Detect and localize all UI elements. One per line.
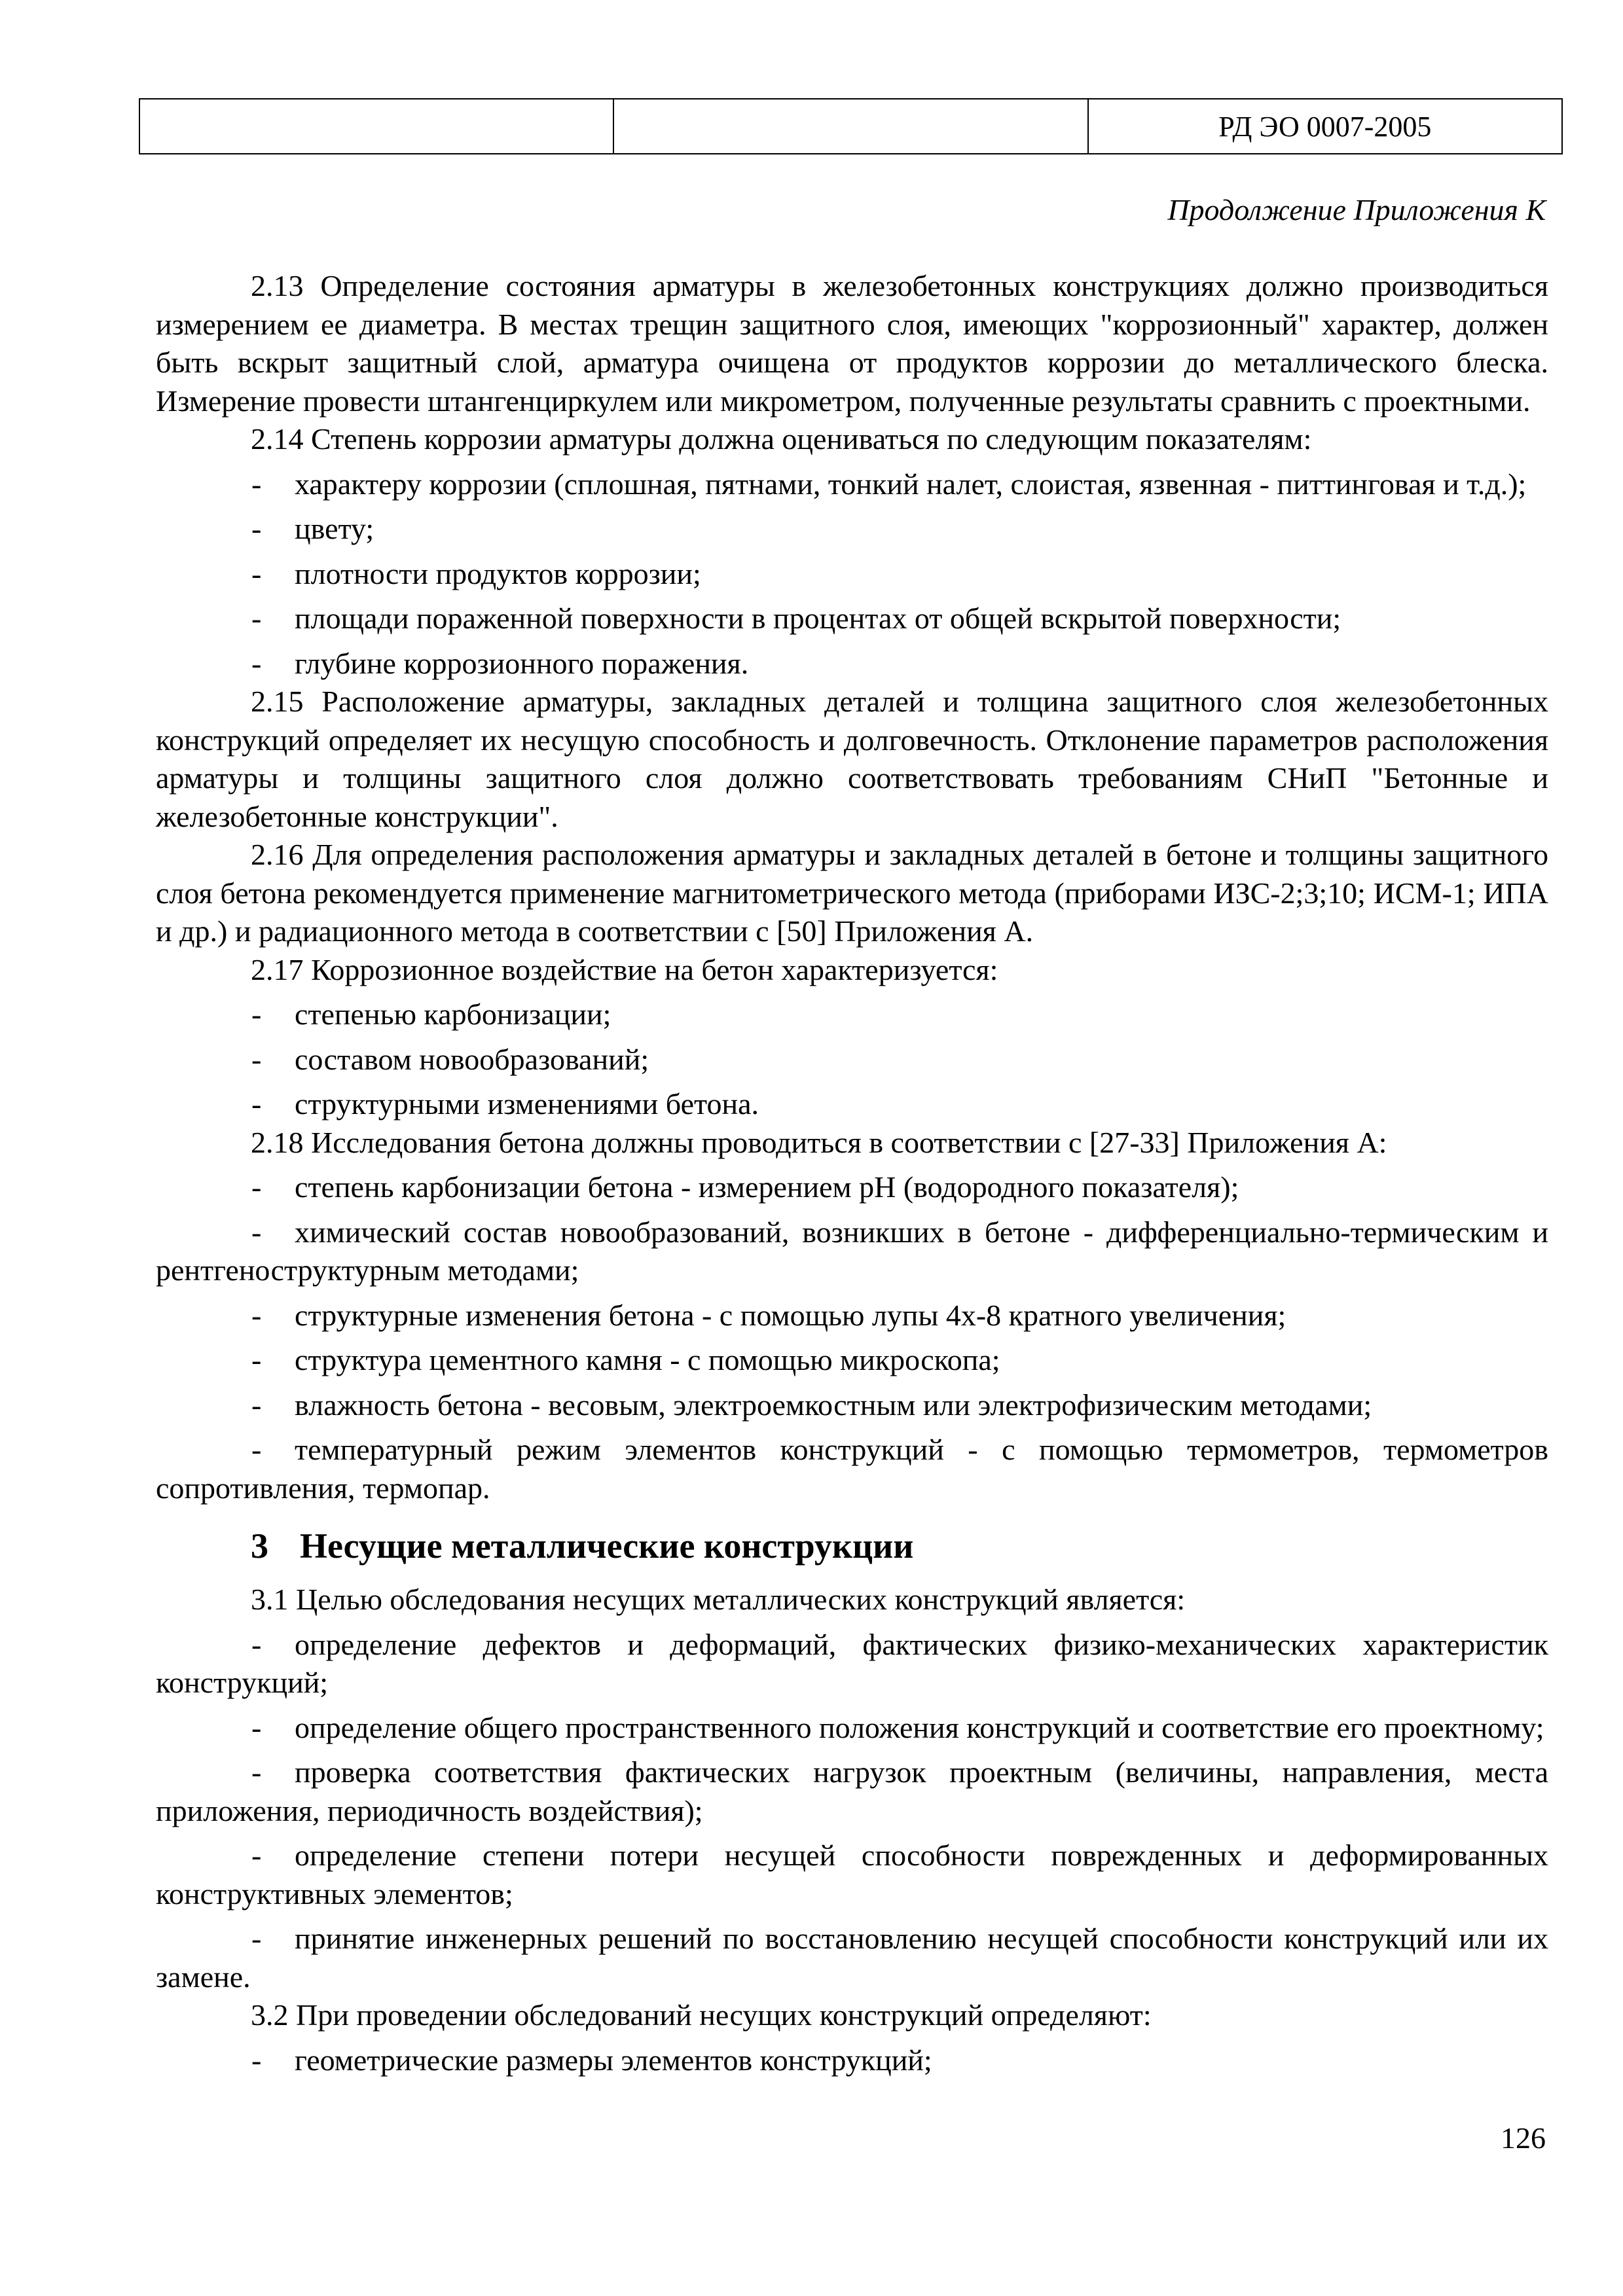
- list-item: [156, 2041, 1548, 2080]
- list-item: [156, 1341, 1548, 1380]
- list-item-text: глубине коррозионного поражения.: [295, 646, 749, 680]
- dash-marker: -: [251, 1839, 262, 1872]
- dash-marker: -: [251, 1298, 262, 1332]
- paragraph-3-2: 3.2 При проведении обследований несущих конструкций определяют:: [251, 1998, 1152, 2032]
- list-item: [156, 1041, 1548, 1079]
- list-item-text: структурными изменениями бетона.: [295, 1087, 759, 1121]
- section-heading: [156, 1524, 1548, 1568]
- list-item: [156, 1168, 1548, 1207]
- header-doc-code: РД ЭО 0007-2005: [1088, 99, 1562, 154]
- dash-marker: -: [251, 1042, 262, 1076]
- list-item: [156, 996, 1548, 1034]
- list-item: [156, 600, 1548, 638]
- dash-marker: -: [251, 1170, 262, 1204]
- dash-marker: -: [251, 1922, 262, 1955]
- paragraph-2-13: 2.13 Определение состояния арматуры в железобетонных конструкциях должно производиться измерением ее диаметра. В местах трещин защитного слоя, имеющих "коррозионный" характер, должен быть вскрыт защитный слой, арматура очищена от продуктов коррозии до металлического блеска. Измерение провести штангенциркулем или микрометром, полученные результаты сравнить с проектными.: [156, 269, 1548, 418]
- dash-marker: -: [251, 997, 262, 1031]
- list-item: [156, 465, 1548, 504]
- section-title: Несущие металлические конструкции: [300, 1526, 914, 1566]
- list-item-text: определение общего пространственного положения конструкций и соответствие его проектному;: [295, 1710, 1544, 1744]
- list-item: [156, 1709, 1548, 1748]
- list-item-text: степень карбонизации бетона - измерением рН (водородного показателя);: [295, 1170, 1239, 1204]
- section-number: 3: [251, 1526, 268, 1566]
- dash-marker: -: [251, 1433, 262, 1466]
- list-item-text: химический состав новообразований, возникших в бетоне - дифференциально-термическим и рентгеноструктурным методами;: [156, 1215, 1548, 1287]
- list-item: [156, 1626, 1548, 1702]
- list-item-text: характеру коррозии (сплошная, пятнами, тонкий налет, слоистая, язвенная - питтинговая и т.д.);: [295, 467, 1527, 501]
- list-item-text: степенью карбонизации;: [295, 997, 611, 1031]
- paragraph-3-1: 3.1 Целью обследования несущих металлических конструкций является:: [251, 1583, 1186, 1616]
- list-item-text: проверка соответствия фактических нагрузок проектным (величины, направления, места приложения, периодичность воздействия);: [156, 1755, 1548, 1827]
- paragraph-2-14: 2.14 Степень коррозии арматуры должна оцениваться по следующим показателям:: [251, 422, 1312, 456]
- list-item: [156, 1431, 1548, 1507]
- list-item: [156, 645, 1548, 683]
- dash-marker: -: [251, 646, 262, 680]
- list-item: [156, 510, 1548, 548]
- dash-marker: -: [251, 601, 262, 635]
- paragraph-2-18: 2.18 Исследования бетона должны проводиться в соответствии с [27-33] Приложения А:: [251, 1125, 1387, 1159]
- continuation-label: Продолжение Приложения К: [1167, 193, 1546, 226]
- list-item-text: составом новообразований;: [295, 1042, 649, 1076]
- paragraph-2-15: 2.15 Расположение арматуры, закладных деталей и толщина защитного слоя железобетонных конструкций определяет их несущую способность и долговечность. Отклонение параметров расположения арматуры и толщины защитного слоя должно соответствовать требованиям СНиП "Бетонные и железобетонные конструкции".: [156, 685, 1548, 833]
- list-item: [156, 1386, 1548, 1425]
- list-item: [156, 1297, 1548, 1335]
- dash-marker: -: [251, 512, 262, 545]
- list-item-text: принятие инженерных решений по восстановлению несущей способности конструкций или их замене.: [156, 1922, 1548, 1994]
- list-item-text: структура цементного камня - с помощью микроскопа;: [295, 1343, 1000, 1376]
- header-stamp-table: [139, 98, 1563, 154]
- list-item-text: определение степени потери несущей способности поврежденных и деформированных конструктивных элементов;: [156, 1839, 1548, 1910]
- list-item: [156, 1920, 1548, 1996]
- list-item-text: цвету;: [295, 512, 374, 545]
- list-item: [156, 1085, 1548, 1124]
- dash-marker: -: [251, 467, 262, 501]
- list-item: [156, 1213, 1548, 1290]
- header-cell-empty-1: [139, 99, 613, 154]
- dash-marker: -: [251, 1755, 262, 1789]
- list-item: [156, 1837, 1548, 1913]
- dash-marker: -: [251, 1388, 262, 1422]
- paragraph-2-16: 2.16 Для определения расположения арматуры и закладных деталей в бетоне и толщины защитного слоя бетона рекомендуется применение магнитометрического метода (приборами ИЗС-2;3;10; ИСМ-1; ИПА и др.) и радиационного метода в соответствии с [50] Приложения А.: [156, 838, 1548, 948]
- list-item-text: площади пораженной поверхности в процентах от общей вскрытой поверхности;: [295, 601, 1341, 635]
- page-number: 126: [1501, 2121, 1546, 2155]
- header-cell-empty-2: [613, 99, 1087, 154]
- dash-marker: -: [251, 1215, 262, 1249]
- document-body: [156, 267, 1548, 2079]
- list-item-text: температурный режим элементов конструкций - с помощью термометров, термометров сопротивления, термопар.: [156, 1433, 1548, 1505]
- list-item-text: определение дефектов и деформаций, фактических физико-механических характеристик конструкций;: [156, 1627, 1548, 1699]
- paragraph-2-17: 2.17 Коррозионное воздействие на бетон характеризуется:: [251, 952, 998, 986]
- dash-marker: -: [251, 1627, 262, 1661]
- list-item-text: влажность бетона - весовым, электроемкостным или электрофизическим методами;: [295, 1388, 1372, 1422]
- dash-marker: -: [251, 2043, 262, 2077]
- dash-marker: -: [251, 1087, 262, 1121]
- dash-marker: -: [251, 1710, 262, 1744]
- dash-marker: -: [251, 556, 262, 590]
- list-item: [156, 555, 1548, 594]
- dash-marker: -: [251, 1343, 262, 1376]
- list-item-text: плотности продуктов коррозии;: [295, 556, 701, 590]
- list-item-text: структурные изменения бетона - с помощью лупы 4х-8 кратного увеличения;: [295, 1298, 1286, 1332]
- list-item: [156, 1753, 1548, 1830]
- list-item-text: геометрические размеры элементов конструкций;: [295, 2043, 932, 2077]
